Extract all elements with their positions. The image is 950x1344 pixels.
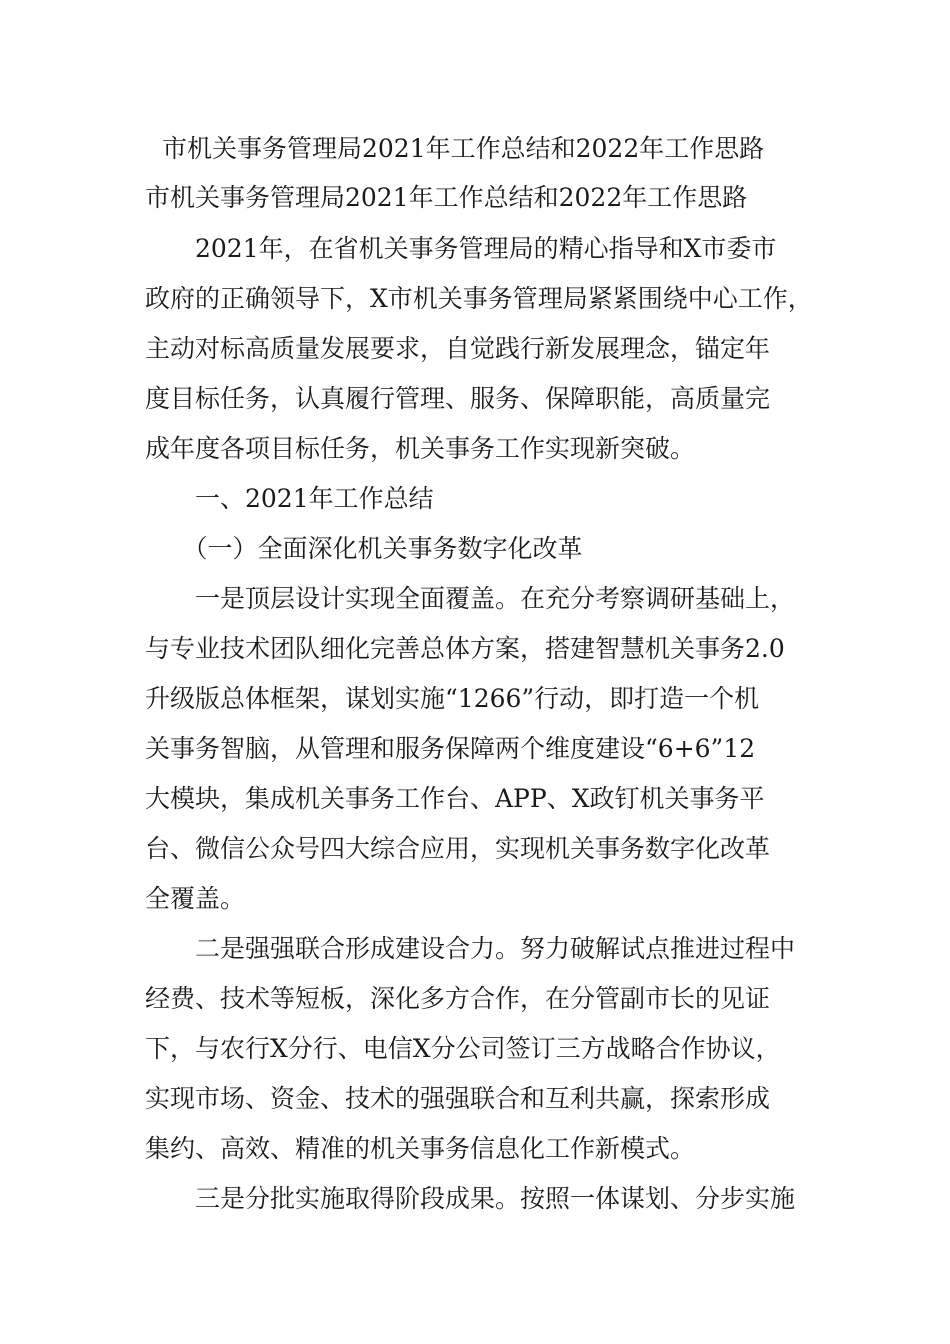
text-line: 政府的正确领导下，X市机关事务管理局紧紧围绕中心工作， — [145, 284, 813, 313]
text-line: 下，与农行X分行、电信X分公司签订三方战略合作协议， — [145, 1034, 781, 1063]
subsection-heading: （一）全面深化机关事务数字化改革 — [145, 534, 583, 563]
text-line: 一是顶层设计实现全面覆盖。在充分考察调研基础上， — [145, 584, 796, 613]
text-line: 经费、技术等短板，深化多方合作，在分管副市长的见证 — [145, 984, 771, 1013]
text-line: 全覆盖。 — [145, 884, 246, 913]
text-line: 与专业技术团队细化完善总体方案，搭建智慧机关事务2.0 — [145, 634, 785, 663]
document-title: 市机关事务管理局2021年工作总结和2022年工作思路 — [162, 134, 765, 163]
text-line: 度目标任务，认真履行管理、服务、保障职能，高质量完 — [145, 384, 771, 413]
section-heading: 一、2021年工作总结 — [145, 484, 434, 513]
text-line: 2021年，在省机关事务管理局的精心指导和X市委市 — [145, 234, 777, 263]
text-line: 三是分批实施取得阶段成果。按照一体谋划、分步实施 — [145, 1184, 796, 1213]
text-line: 集约、高效、精准的机关事务信息化工作新模式。 — [145, 1134, 696, 1163]
text-line: 升级版总体框架，谋划实施“1266”行动，即打造一个机 — [145, 684, 760, 713]
document-subtitle: 市机关事务管理局2021年工作总结和2022年工作思路 — [145, 183, 748, 212]
text-line: 大模块，集成机关事务工作台、APP、X政钉机关事务平 — [145, 784, 765, 813]
text-line: 关事务智脑，从管理和服务保障两个维度建设“6+6”12 — [145, 734, 756, 763]
text-line: 主动对标高质量发展要求，自觉践行新发展理念，锚定年 — [145, 334, 771, 363]
text-line: 台、微信公众号四大综合应用，实现机关事务数字化改革 — [145, 834, 771, 863]
text-line: 二是强强联合形成建设合力。努力破解试点推进过程中 — [145, 934, 796, 963]
text-line: 实现市场、资金、技术的强强联合和互利共赢，探索形成 — [145, 1084, 771, 1113]
text-line: 成年度各项目标任务，机关事务工作实现新突破。 — [145, 434, 696, 463]
